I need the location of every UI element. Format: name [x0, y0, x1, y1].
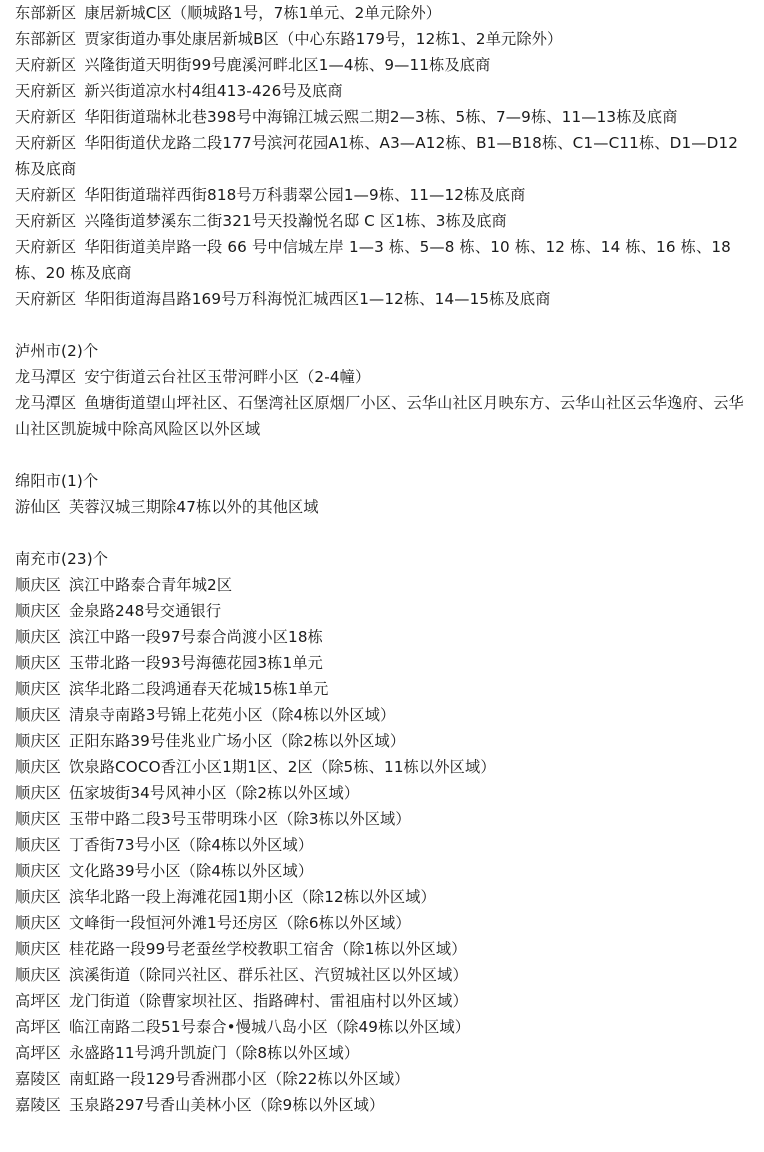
address-text: 文化路39号小区（除4栋以外区域）: [69, 862, 314, 880]
district-label: 顺庆区: [15, 966, 62, 984]
list-item: [15, 676, 748, 702]
list-item: [15, 390, 748, 442]
address-text: 滨溪街道（除同兴社区、群乐社区、汽贸城社区以外区域）: [69, 966, 468, 984]
list-item: [15, 962, 748, 988]
address-text: 华阳街道瑞林北巷398号中海锦江城云熙二期2—3栋、5栋、7—9栋、11—13栋及底商: [84, 108, 678, 126]
address-text: 金泉路248号交通银行: [69, 602, 222, 620]
address-text: 饮泉路COCO香江小区1期1区、2区（除5栋、11栋以外区域）: [69, 758, 496, 776]
district-label: 顺庆区: [15, 706, 62, 724]
city-heading: 南充市(23)个: [15, 550, 109, 568]
list-item: [15, 936, 748, 962]
address-text: 华阳街道伏龙路二段177号滨河花园A1栋、A3—A12栋、B1—B18栋、C1—C11栋、D1—D12栋及底商: [15, 134, 739, 178]
address-text: 新兴街道凉水村4组413-426号及底商: [84, 82, 343, 100]
district-label: 顺庆区: [15, 628, 62, 646]
district-label: 龙马潭区: [15, 368, 77, 386]
address-text: 桂花路一段99号老蚕丝学校教职工宿舍（除1栋以外区域）: [69, 940, 467, 958]
list-item: [15, 754, 748, 780]
address-text: 永盛路11号鸿升凯旋门（除8栋以外区域）: [69, 1044, 360, 1062]
address-text: 南虹路一段129号香洲郡小区（除22栋以外区域）: [69, 1070, 410, 1088]
list-item: [15, 1040, 748, 1066]
list-item: [15, 910, 748, 936]
list-item: [15, 988, 748, 1014]
list-item: [15, 702, 748, 728]
list-item: [15, 182, 748, 208]
district-label: 嘉陵区: [15, 1070, 62, 1088]
list-item: [15, 624, 748, 650]
district-label: 东部新区: [15, 4, 77, 22]
district-label: 高坪区: [15, 1044, 62, 1062]
district-label: 游仙区: [15, 498, 62, 516]
district-label: 高坪区: [15, 992, 62, 1010]
district-label: 顺庆区: [15, 732, 62, 750]
address-text: 华阳街道瑞祥西街818号万科翡翠公园1—9栋、11—12栋及底商: [84, 186, 526, 204]
district-label: 高坪区: [15, 1018, 62, 1036]
district-label: 顺庆区: [15, 914, 62, 932]
city-heading: 泸州市(2)个: [15, 342, 99, 360]
blank-line: [15, 312, 748, 338]
address-text: 华阳街道美岸路一段 66 号中信城左岸 1—3 栋、5—8 栋、10 栋、12 栋、14 栋、16 栋、18 栋、20 栋及底商: [15, 238, 731, 282]
list-item: [15, 234, 748, 286]
address-text: 玉带北路一段93号海德花园3栋1单元: [69, 654, 323, 672]
list-item: [15, 884, 748, 910]
list-item: [15, 1066, 748, 1092]
address-text: 安宁街道云台社区玉带河畔小区（2-4幢）: [84, 368, 371, 386]
list-item: [15, 572, 748, 598]
district-label: 顺庆区: [15, 888, 62, 906]
district-label: 龙马潭区: [15, 394, 77, 412]
list-item: [15, 494, 748, 520]
list-item: [15, 858, 748, 884]
list-item: [15, 104, 748, 130]
list-item: [15, 208, 748, 234]
list-item: [15, 26, 748, 52]
address-text: 芙蓉汉城三期除47栋以外的其他区域: [69, 498, 319, 516]
list-item: [15, 78, 748, 104]
district-label: 顺庆区: [15, 784, 62, 802]
district-label: 天府新区: [15, 108, 77, 126]
address-text: 临江南路二段51号泰合•慢城八岛小区（除49栋以外区域）: [69, 1018, 471, 1036]
blank-line: [15, 520, 748, 546]
address-text: 龙门街道（除曹家坝社区、指路碑村、雷祖庙村以外区域）: [69, 992, 468, 1010]
address-text: 文峰街一段恒河外滩1号还房区（除6栋以外区域）: [69, 914, 411, 932]
district-label: 顺庆区: [15, 836, 62, 854]
district-label: 顺庆区: [15, 758, 62, 776]
list-item: [15, 806, 748, 832]
address-text: 玉泉路297号香山美林小区（除9栋以外区域）: [69, 1096, 385, 1114]
district-label: 顺庆区: [15, 576, 62, 594]
blank-line: [15, 442, 748, 468]
district-label: 顺庆区: [15, 810, 62, 828]
list-item: [15, 650, 748, 676]
list-item: [15, 52, 748, 78]
address-text: 兴隆街道梦溪东二街321号天投瀚悦名邸 C 区1栋、3栋及底商: [84, 212, 507, 230]
address-text: 丁香街73号小区（除4栋以外区域）: [69, 836, 314, 854]
list-item: [15, 0, 748, 26]
list-item: [15, 780, 748, 806]
address-text: 滨江中路泰合青年城2区: [69, 576, 233, 594]
district-label: 天府新区: [15, 134, 77, 152]
address-text: 康居新城C区（顺城路1号，7栋1单元、2单元除外）: [84, 4, 442, 22]
list-item: [15, 728, 748, 754]
list-item: [15, 364, 748, 390]
district-label: 天府新区: [15, 186, 77, 204]
address-text: 滨江中路一段97号泰合尚渡小区18栋: [69, 628, 323, 646]
district-label: 顺庆区: [15, 680, 62, 698]
address-text: 鱼塘街道望山坪社区、石堡湾社区原烟厂小区、云华山社区月映东方、云华山社区云华逸府、云华山社区凯旋城中除高风险区以外区域: [15, 394, 744, 438]
address-text: 清泉寺南路3号锦上花苑小区（除4栋以外区域）: [69, 706, 396, 724]
list-item: [15, 286, 748, 312]
address-text: 伍家坡街34号风神小区（除2栋以外区域）: [69, 784, 360, 802]
district-label: 天府新区: [15, 212, 77, 230]
address-text: 华阳街道海昌路169号万科海悦汇城西区1—12栋、14—15栋及底商: [84, 290, 551, 308]
address-text: 正阳东路39号佳兆业广场小区（除2栋以外区域）: [69, 732, 406, 750]
address-text: 玉带中路二段3号玉带明珠小区（除3栋以外区域）: [69, 810, 411, 828]
district-label: 顺庆区: [15, 862, 62, 880]
list-item: [15, 1014, 748, 1040]
district-label: 顺庆区: [15, 654, 62, 672]
district-label: 顺庆区: [15, 940, 62, 958]
district-label: 东部新区: [15, 30, 77, 48]
district-label: 顺庆区: [15, 602, 62, 620]
list-item: [15, 1092, 748, 1118]
city-heading: 绵阳市(1)个: [15, 472, 99, 490]
address-text: 贾家街道办事处康居新城B区（中心东路179号，12栋1、2单元除外）: [84, 30, 563, 48]
address-text: 滨华北路一段上海滩花园1期小区（除12栋以外区域）: [69, 888, 436, 906]
list-item: [15, 832, 748, 858]
district-label: 嘉陵区: [15, 1096, 62, 1114]
address-text: 滨华北路二段鸿通春天花城15栋1单元: [69, 680, 329, 698]
district-label: 天府新区: [15, 82, 77, 100]
district-label: 天府新区: [15, 56, 77, 74]
address-text: 兴隆街道天明街99号鹿溪河畔北区1—4栋、9—11栋及底商: [84, 56, 491, 74]
district-label: 天府新区: [15, 238, 77, 256]
list-item: [15, 598, 748, 624]
district-label: 天府新区: [15, 290, 77, 308]
list-item: [15, 130, 748, 182]
